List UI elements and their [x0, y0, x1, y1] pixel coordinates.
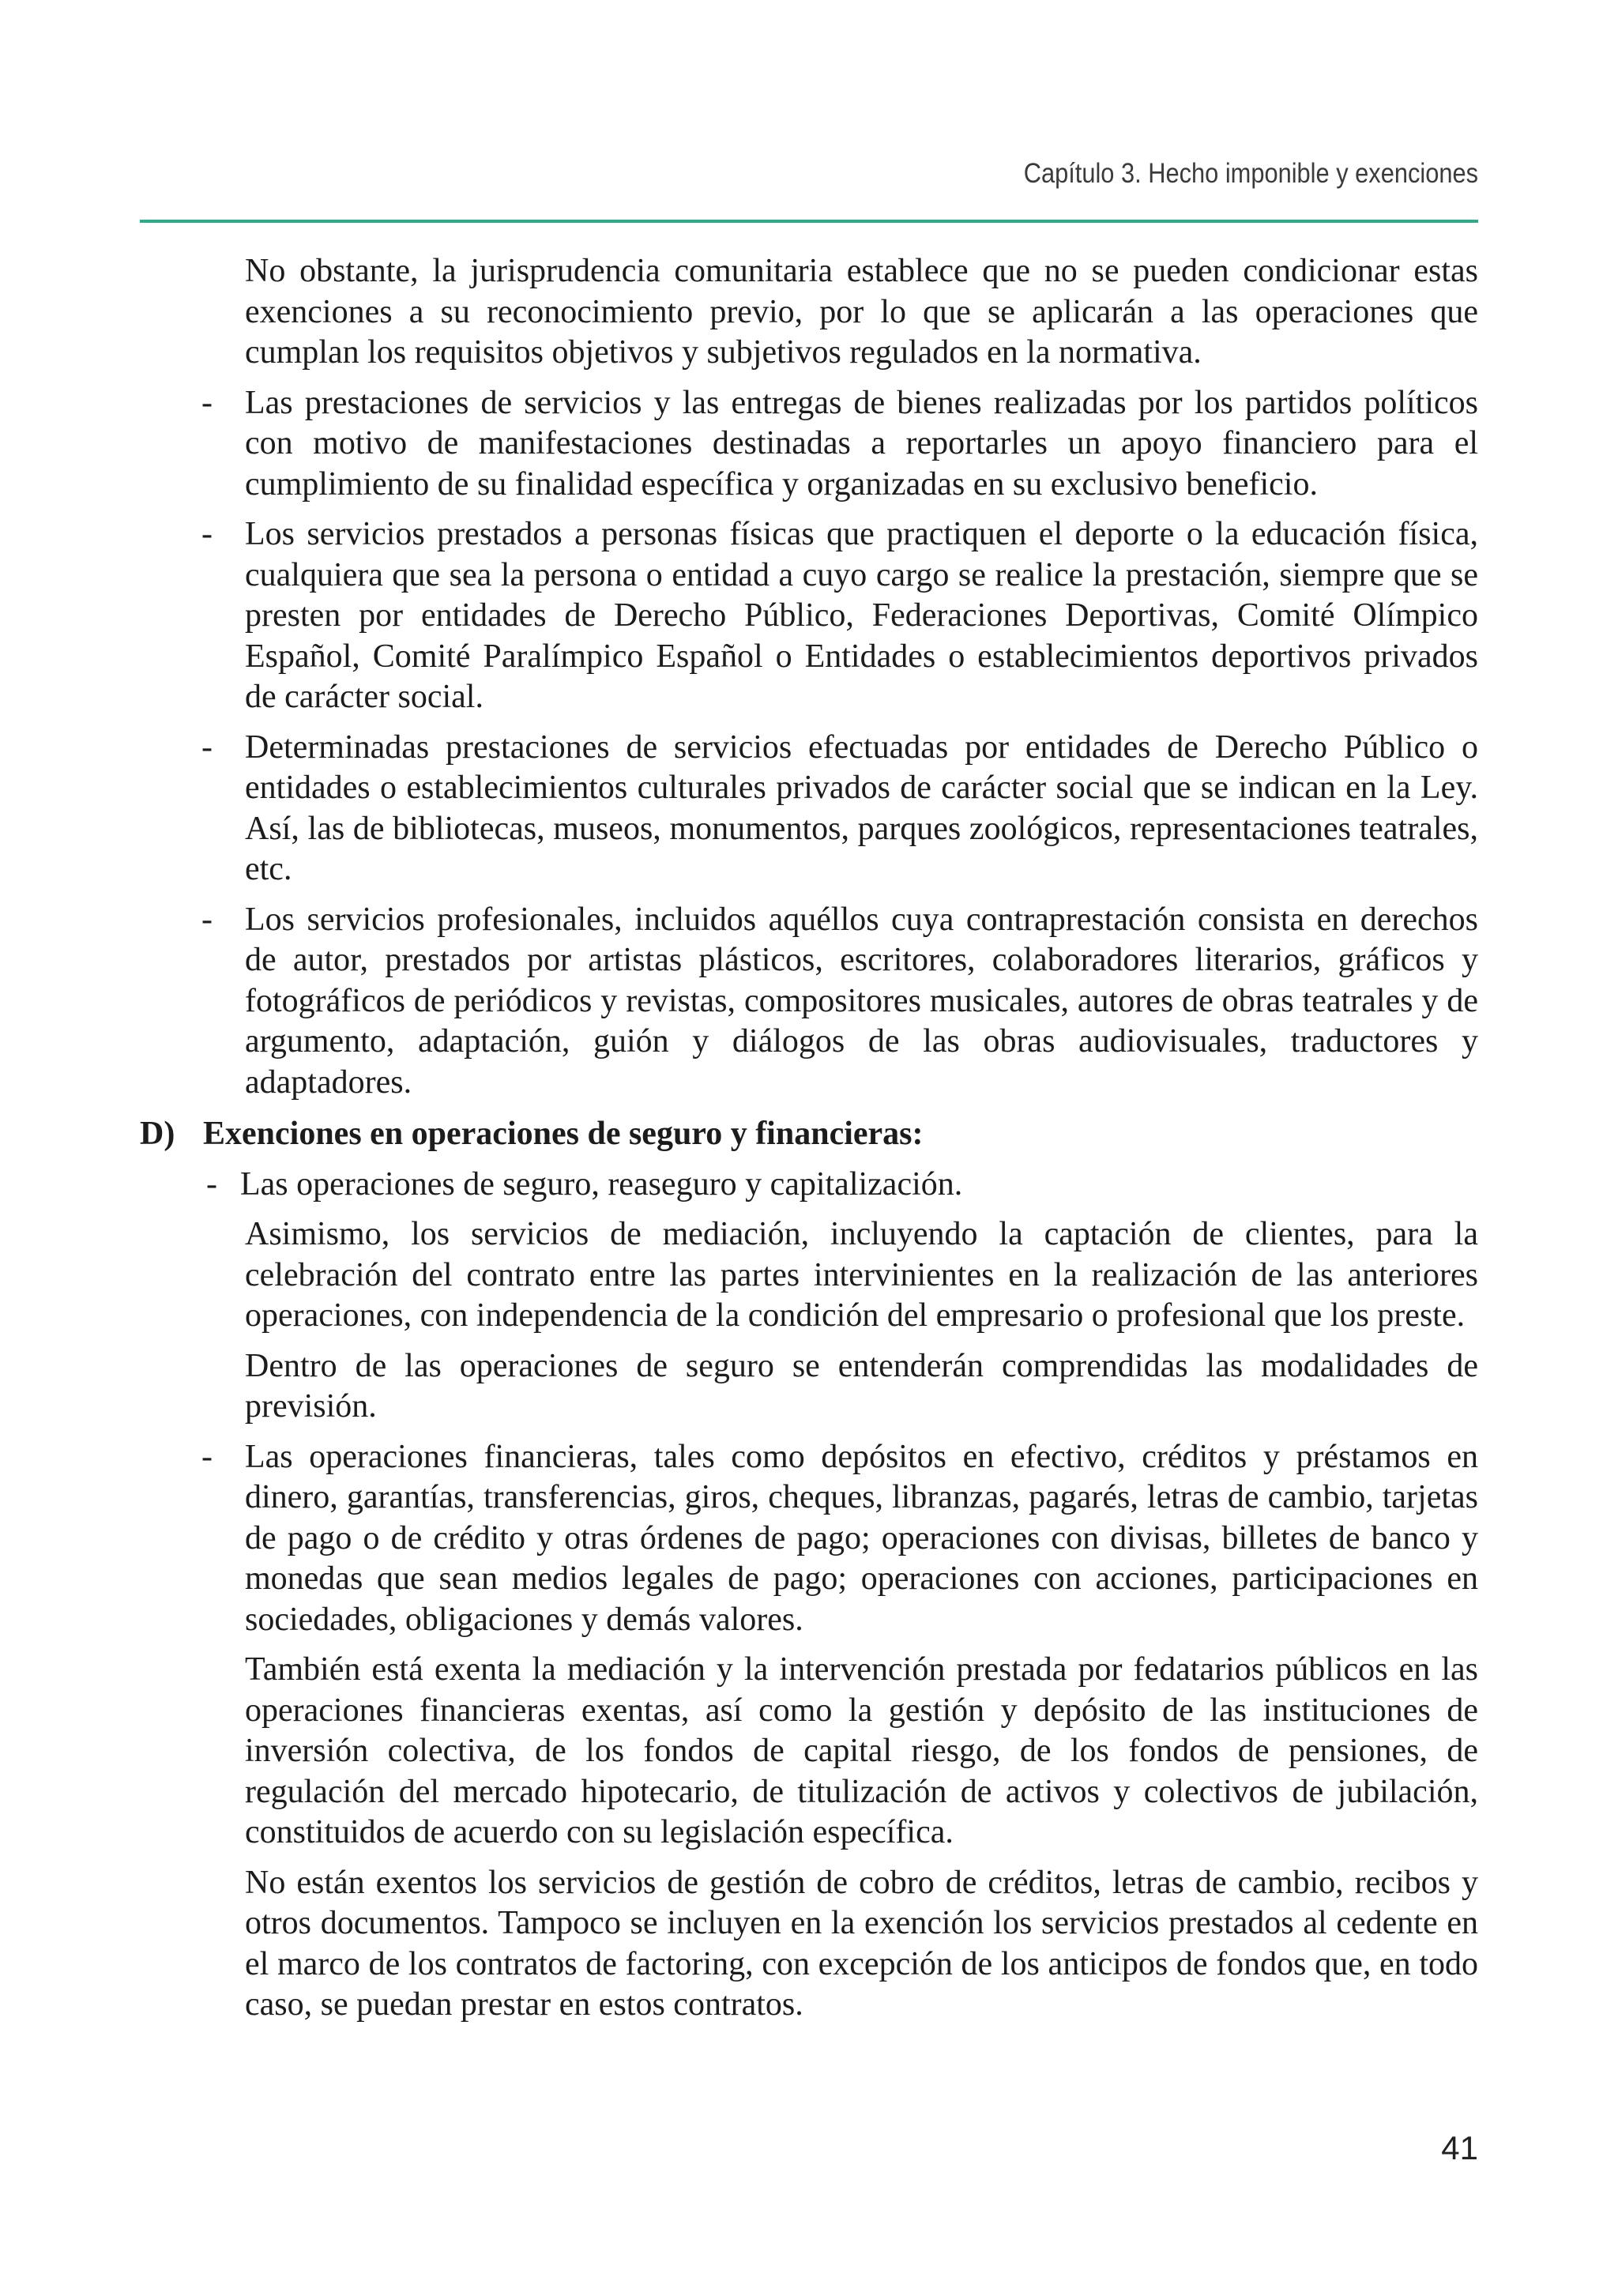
list-dash: -: [201, 384, 213, 421]
list-item-text: Los servicios prestados a personas físicas que practiquen el deporte o la educación física, cualquiera que sea la persona o entidad a cuyo cargo se realice la prestación, siempre que se presten por entidades de Derecho Público, Federaciones Deportivas, Comité Olímpico Español, Comité Paralímpico Español o Entidades o establecimientos deportivos privados de carácter social.: [245, 516, 1478, 715]
list-dash: -: [201, 728, 213, 766]
section-title: Exenciones en operaciones de seguro y financieras:: [203, 1116, 924, 1152]
list-item: [140, 1437, 1478, 1641]
sub-paragraph: Asimismo, los servicios de mediación, incluyendo la captación de clientes, para la celebración del contrato entre las partes intervinientes en la realización de las anteriores operaciones, con independencia de la condición del empresario o profesional que los preste.: [245, 1216, 1478, 1334]
list-item: [140, 728, 1478, 890]
list-item-text: Las operaciones de seguro, reaseguro y capitalización.: [240, 1165, 963, 1203]
header-rule: [140, 220, 1478, 223]
list-item-text: Las operaciones financieras, tales como depósitos en efectivo, créditos y préstamos en dinero, garantías, transferencias, giros, cheques, libranzas, pagarés, letras de cambio, tarjetas de pago o de crédito y otras órdenes de pago; operaciones con divisas, billetes de banco y monedas que sean medios legales de pago; operaciones con acciones, participaciones en sociedades, obligaciones y demás valores.: [245, 1438, 1478, 1638]
page-body: [140, 251, 1478, 2026]
list-item: [140, 900, 1478, 1104]
list-item: [140, 1165, 1478, 1206]
sub-paragraph: No están exentos los servicios de gestión de cobro de créditos, letras de cambio, recibos y otros documentos. Tampoco se incluyen en la exención los servicios prestados al cedente en el marco de los contratos de factoring, con excepción de los anticipos de fondos que, en todo caso, se puedan prestar en estos contratos.: [245, 1864, 1478, 2023]
section-letter: D): [140, 1116, 175, 1152]
list-item: [140, 383, 1478, 506]
sub-paragraph: Dentro de las operaciones de seguro se entenderán comprendidas las modalidades de previsión.: [245, 1347, 1478, 1425]
intro-paragraph: No obstante, la jurisprudencia comunitaria establece que no se pueden condicionar estas exenciones a su reconocimiento previo, por lo que se aplicarán a las operaciones que cumplan los requisitos objetivos y subjetivos regulados en la normativa.: [245, 253, 1478, 371]
list-dash: -: [206, 1165, 217, 1203]
list-dash: -: [201, 901, 213, 938]
page-number: 41: [1441, 2129, 1478, 2166]
list-item-text: Las prestaciones de servicios y las entregas de bienes realizadas por los partidos políticos con motivo de manifestaciones destinadas a reportarles un apoyo financiero para el cumplimiento de su finalidad específica y organizadas en su exclusivo beneficio.: [245, 384, 1478, 502]
section-heading: [140, 1114, 1478, 1155]
list-item: [140, 514, 1478, 718]
list-dash: -: [201, 1438, 213, 1475]
list-item-text: Determinadas prestaciones de servicios efectuadas por entidades de Derecho Público o entidades o establecimientos culturales privados de carácter social que se indican en la Ley. Así, las de bibliotecas, museos, monumentos, parques zoológicos, representaciones teatrales, etc.: [245, 728, 1478, 887]
list-item-text: Los servicios profesionales, incluidos aquéllos cuya contraprestación consista en derechos de autor, prestados por artistas plásticos, escritores, colaboradores literarios, gráficos y fotográficos de periódicos y revistas, compositores musicales, autores de obras teatrales y de argumento, adaptación, guión y diálogos de las obras audiovisuales, traductores y adaptadores.: [245, 901, 1478, 1101]
running-header: Capítulo 3. Hecho imponible y exenciones: [1023, 158, 1478, 189]
list-dash: -: [201, 516, 213, 552]
sub-paragraph: También está exenta la mediación y la intervención prestada por fedatarios públicos en las operaciones financieras exentas, así como la gestión y depósito de las instituciones de inversión colectiva, de los fondos de capital riesgo, de los fondos de pensiones, de regulación del mercado hipotecario, de titulización de activos y colectivos de jubilación, constituidos de acuerdo con su legislación específica.: [245, 1651, 1478, 1850]
